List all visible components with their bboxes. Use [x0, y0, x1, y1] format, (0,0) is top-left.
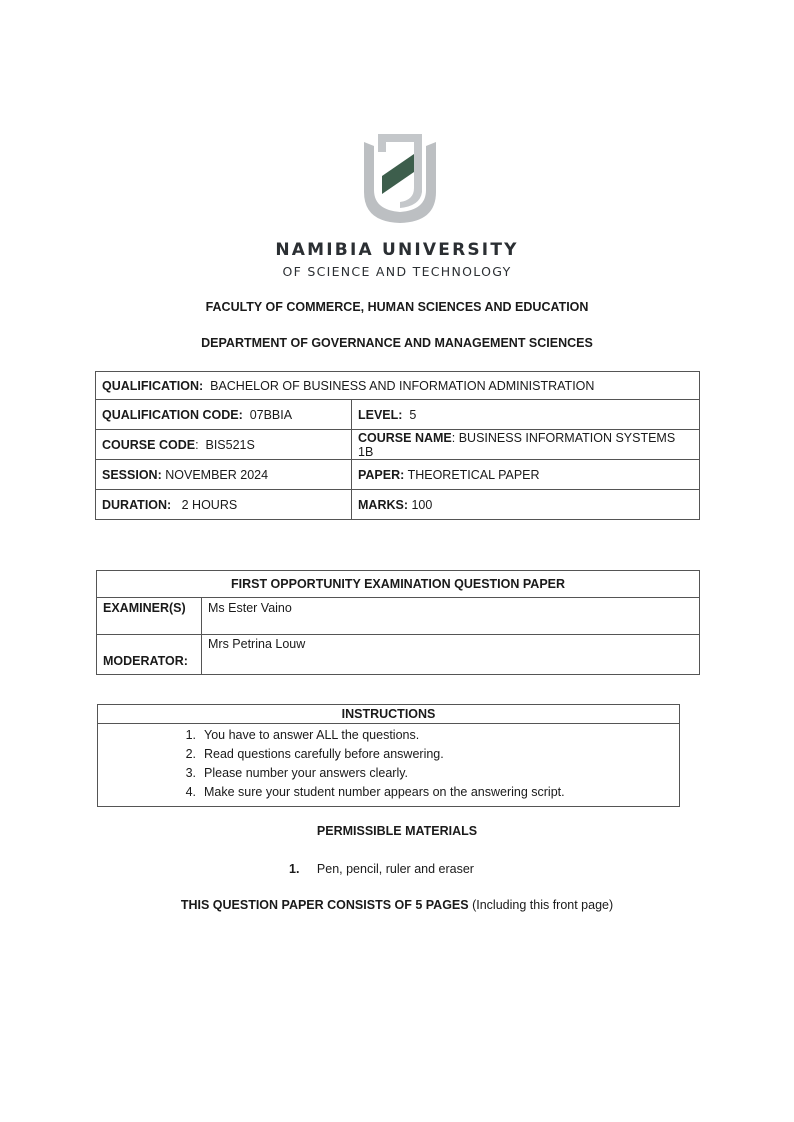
- level-label: LEVEL:: [358, 407, 403, 422]
- course-code-label: COURSE CODE: [102, 437, 196, 452]
- qualification-cell: [96, 372, 700, 400]
- university-name: NAMIBIA UNIVERSITY: [275, 240, 519, 260]
- permissible-materials-heading: PERMISSIBLE MATERIALS: [316, 824, 478, 838]
- list-item: [98, 745, 679, 764]
- examiner-table: [96, 570, 700, 675]
- qualification-code-label: QUALIFICATION CODE:: [102, 407, 243, 422]
- list-item: [98, 726, 679, 745]
- item-text: Pen, pencil, ruler and eraser: [316, 862, 474, 876]
- duration-value: 2 HOURS: [181, 497, 238, 512]
- list-item: [98, 783, 679, 802]
- session-label: SESSION:: [102, 467, 162, 482]
- item-number: 4.: [185, 785, 196, 799]
- instructions-title: INSTRUCTIONS: [98, 705, 679, 724]
- course-code-cell: COURSE CODE: BIS521S: [96, 430, 352, 460]
- paper-cell: [352, 460, 700, 490]
- page-count-note: [0, 898, 794, 912]
- list-item: [98, 764, 679, 783]
- course-code-value: BIS521S: [205, 437, 255, 452]
- faculty-heading: FACULTY OF COMMERCE, HUMAN SCIENCES AND EDUCATION: [205, 300, 589, 314]
- permissible-item: [289, 862, 474, 876]
- logo-shield: [364, 142, 436, 223]
- table-row: [96, 372, 700, 400]
- qualification-value: BACHELOR OF BUSINESS AND INFORMATION ADMINISTRATION: [210, 378, 595, 393]
- duration-cell: [96, 490, 352, 520]
- item-number: 3.: [185, 766, 196, 780]
- item-text: Make sure your student number appears on the answering script.: [204, 785, 565, 799]
- examiner-label: EXAMINER(S): [97, 598, 202, 635]
- course-name-cell: COURSE NAME: BUSINESS INFORMATION SYSTEMS 1B: [352, 430, 700, 460]
- instructions-box: [97, 704, 680, 807]
- item-number: 1.: [289, 862, 300, 876]
- examiner-value: Ms Ester Vaino: [202, 598, 700, 635]
- table-row: [97, 635, 700, 675]
- exam-title: FIRST OPPORTUNITY EXAMINATION QUESTION PAPER: [97, 571, 700, 598]
- course-name-value: BUSINESS INFORMATION SYSTEMS 1B: [358, 430, 676, 459]
- moderator-label: MODERATOR:: [97, 635, 202, 675]
- qualification-code-value: 07BBIA: [249, 407, 293, 422]
- table-row: [96, 490, 700, 520]
- university-subtitle: OF SCIENCE AND TECHNOLOGY: [282, 264, 512, 279]
- logo-bar: [382, 154, 414, 194]
- instructions-list: [98, 724, 679, 806]
- qualification-code-cell: [96, 400, 352, 430]
- table-row: [96, 430, 700, 460]
- session-value: NOVEMBER 2024: [165, 467, 269, 482]
- table-row: [96, 460, 700, 490]
- qualification-label: QUALIFICATION:: [102, 378, 204, 393]
- level-cell: [352, 400, 700, 430]
- course-name-label: COURSE NAME: [358, 430, 452, 445]
- duration-label: DURATION:: [102, 497, 172, 512]
- department-heading: DEPARTMENT OF GOVERNANCE AND MANAGEMENT SCIENCES: [201, 336, 593, 350]
- page-count-normal: (Including this front page): [472, 898, 614, 912]
- marks-cell: [352, 490, 700, 520]
- session-cell: [96, 460, 352, 490]
- table-row: [97, 571, 700, 598]
- university-logo: [356, 132, 444, 224]
- course-details-table: [95, 371, 700, 520]
- level-value: 5: [409, 407, 417, 422]
- table-row: [97, 598, 700, 635]
- item-number: 2.: [185, 747, 196, 761]
- item-number: 1.: [185, 728, 196, 742]
- paper-label: PAPER:: [358, 467, 405, 482]
- item-text: You have to answer ALL the questions.: [204, 728, 420, 742]
- paper-value: THEORETICAL PAPER: [407, 467, 540, 482]
- item-text: Read questions carefully before answering.: [204, 747, 444, 761]
- marks-value: 100: [411, 497, 433, 512]
- page-count-bold: THIS QUESTION PAPER CONSISTS OF 5 PAGES: [180, 898, 469, 912]
- table-row: [96, 400, 700, 430]
- item-text: Please number your answers clearly.: [204, 766, 409, 780]
- marks-label: MARKS:: [358, 497, 408, 512]
- moderator-value: Mrs Petrina Louw: [202, 635, 700, 675]
